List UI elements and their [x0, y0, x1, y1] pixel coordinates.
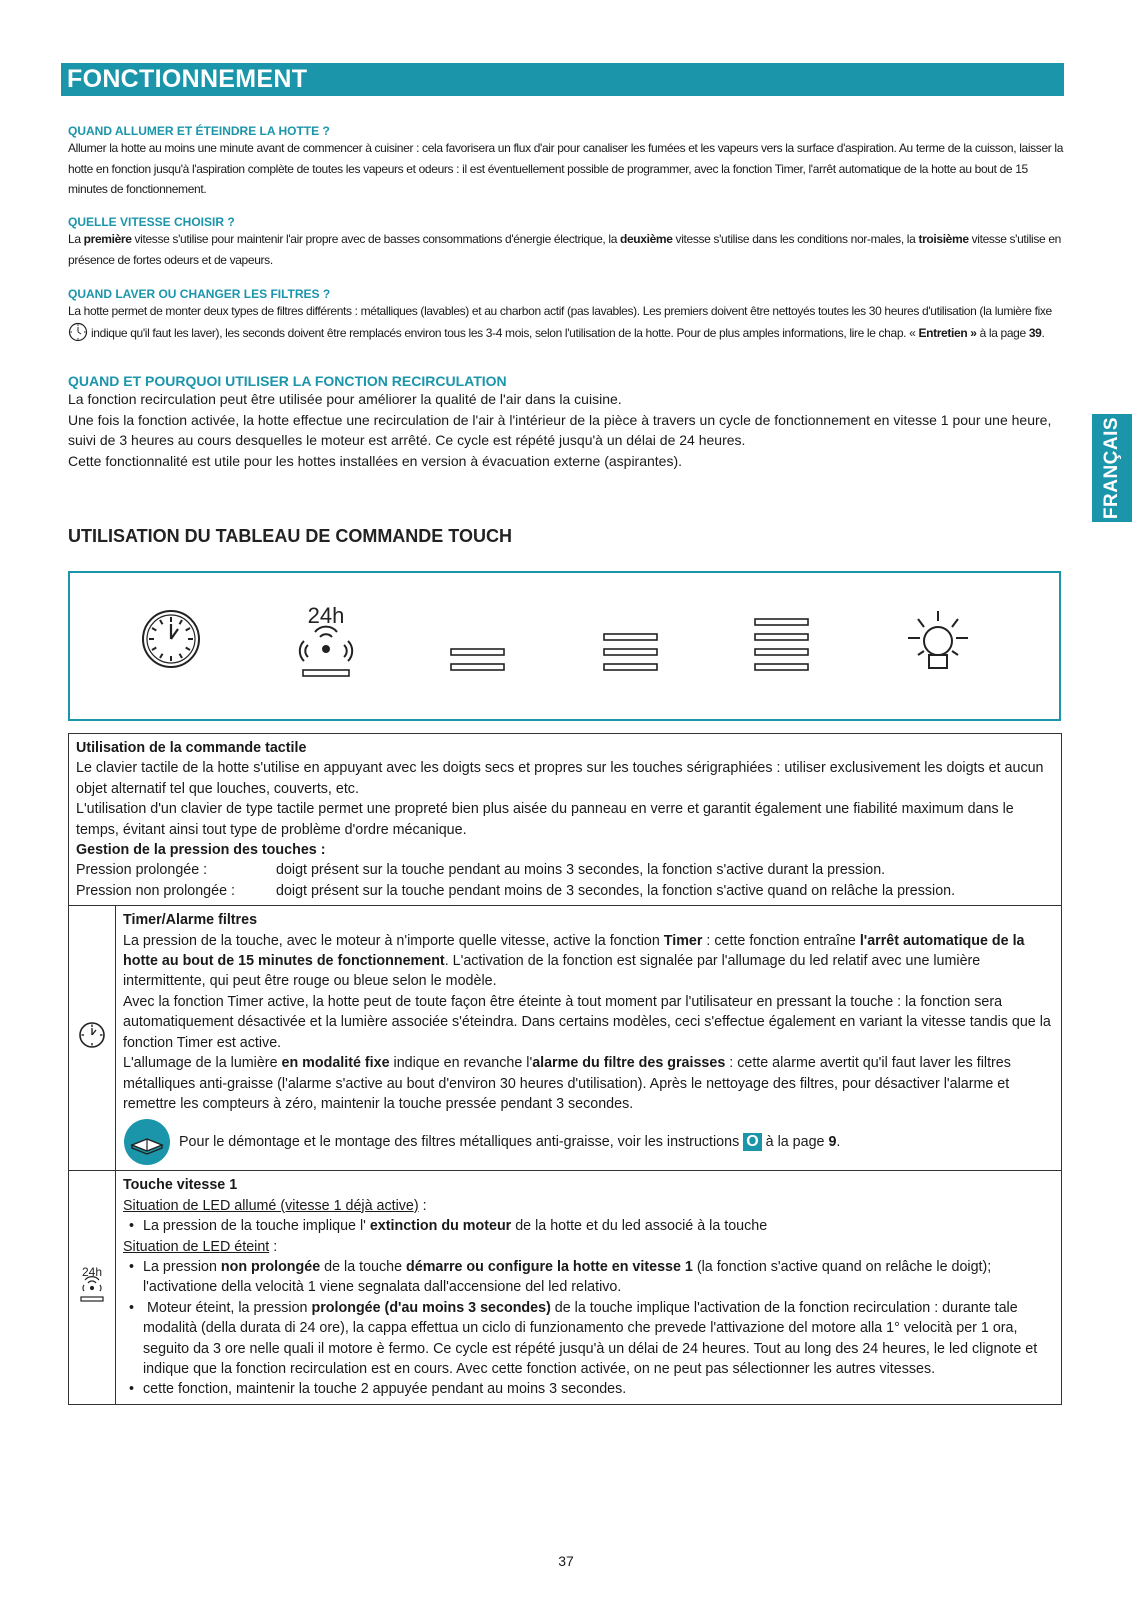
timer-icon	[68, 322, 88, 342]
speed2-icon	[451, 649, 504, 670]
led-on-label: Situation de LED allumé (vitesse 1 déjà active)	[123, 1197, 419, 1214]
light-icon	[908, 611, 968, 668]
touch-panel-section-title: UTILISATION DU TABLEAU DE COMMANDE TOUCH	[68, 526, 512, 546]
list-item: • cette fonction, maintenir la touche 2 appuyée pendant au moins 3 secondes.	[123, 1379, 1054, 1399]
list-item: • Moteur éteint, la pression prolongée (d'au moins 3 secondes) de la touche implique l'activation de la fonction recirculation : durante tale modalità (della durata di 24 ore), la cappa effettua un ciclo di funzionamento che prevede l'attivazione del motore alla 1° velocità per 1 ora, seguito da 3 ore nelle quali il motore è fermo. Ce cycle est répété jusqu'à un délai de 24 heures. Tout au long des 24 heures, le led clignote et indique que la fonction recirculation est en cours. Avec cette fonction activée, on ne peut pas sélectionner les autres vitesses.	[123, 1298, 1054, 1380]
language-tab-label: FRANÇAIS	[1101, 416, 1122, 520]
faq-when-turn-on	[68, 124, 1064, 200]
table-row	[69, 734, 1062, 906]
speed1-title: Touche vitesse 1	[123, 1177, 238, 1194]
speed1-icon-cell	[69, 1171, 116, 1404]
manual-book-icon	[123, 1118, 171, 1166]
touch-control-table	[68, 733, 1062, 1405]
intro-p1: Le clavier tactile de la hotte s'utilise en appuyant avec les doigts secs et propres sur les touches sérigraphiées : utiliser exclusivement les doigts et aucun objet alternatif tel que louches, couverts, etc.	[76, 760, 1044, 797]
short-press-text: doigt présent sur la touche pendant moins de 3 secondes, la fonction s'active quand on relâche la pression.	[276, 882, 956, 899]
faq-filters	[68, 287, 1064, 343]
speed1-recirculation-icon	[77, 1264, 107, 1304]
faq-answer: La hotte permet de monter deux types de filtres différents : métalliques (lavables) et au charbon actif (pas lavables). Les premiers doivent être nettoyés toutes les 30 heures d'utilisation (la lumière fixe indique qu'il faut les laver), les seconds doivent être remplacés environ tous les 3-4 mois, selon l'utilisation de la hotte. Pour de plus amples informations, lire le chap. « Entretien » à la page 39.	[68, 304, 1052, 340]
faq-answer: La première vitesse s'utilise pour maintenir l'air propre avec de basses consommations d'énergie électrique, la deuxième vitesse s'utilise dans les conditions nor-males, la troisième vitesse s'utilise en présence de fortes odeurs et de vapeurs.	[68, 232, 1061, 267]
timer-icon-cell	[69, 906, 116, 1171]
faq-question: QUAND ET POURQUOI UTILISER LA FONCTION RECIRCULATION	[68, 373, 507, 389]
panel-illustration	[70, 573, 1063, 723]
language-tab	[1092, 414, 1132, 522]
section-header-bar	[61, 63, 1064, 96]
section-o-badge: O	[743, 1133, 761, 1151]
table-row	[69, 906, 1062, 1171]
list-item: • La pression de la touche implique l' extinction du moteur de la hotte et du led associé à la touche	[123, 1216, 1054, 1236]
pressure-title: Gestion de la pression des touches :	[76, 842, 326, 859]
faq-question: QUAND LAVER OU CHANGER LES FILTRES ?	[68, 287, 331, 301]
intro-title: Utilisation de la commande tactile	[76, 740, 307, 756]
svg-text:24h: 24h	[307, 603, 345, 628]
long-press-text: doigt présent sur la touche pendant au moins 3 secondes, la fonction s'active durant la pression.	[276, 862, 886, 879]
short-press-label: Pression non prolongée :	[76, 882, 235, 899]
timer-description-cell	[116, 906, 1062, 1171]
timer-p2: Avec la fonction Timer active, la hotte peut de toute façon être éteinte à tout moment par l'utilisateur en pressant la touche : la fonction sera automatiquement désactivée et la lumière associée s'éteindra. Dans certains modèles, ceci s'effectue également en variant la vitesse tandis que la fonction Timer est active.	[123, 993, 1051, 1051]
faq-question: QUAND ALLUMER ET ÉTEINDRE LA HOTTE ?	[68, 124, 330, 138]
timer-icon	[78, 1021, 106, 1049]
faq-question: QUELLE VITESSE CHOISIR ?	[68, 215, 235, 229]
svg-text:24h: 24h	[81, 1265, 103, 1280]
long-press-label: Pression prolongée :	[76, 862, 208, 879]
touch-control-panel	[68, 571, 1061, 721]
speed3-icon	[604, 634, 657, 670]
page-number: 37	[558, 1553, 574, 1569]
speed4-icon	[755, 619, 808, 670]
faq-answer: La fonction recirculation peut être utilisée pour améliorer la qualité de l'air dans la cuisine. Une fois la fonction activée, la hotte effectue une recirculation de l'air à l'intérieur de la pièce à travers un cycle de fonctionnement en vitesse 1 pour une heure, suivi de 3 heures au cours desquelles le moteur est arrêté. Ce cycle est répété jusqu'à un délai de 24 heures. Cette fonctionnalité est utile pour les hottes installées en version à évacuation externe (aspirantes).	[68, 391, 1052, 469]
intro-p2: L'utilisation d'un clavier de type tactile permet une propreté bien plus aisée du panneau en verre et garantit également une fiabilité maximum dans le temps, évitant ainsi tout type de problème d'ordre mécanique.	[76, 801, 1014, 838]
timer-icon	[143, 611, 199, 667]
timer-p1: La pression de la touche, avec le moteur à n'importe quelle vitesse, active la fonction Timer : cette fonction entraîne l'arrêt automatique de la hotte au bout de 15 minutes de fonctionnement. L'activation de la fonction est signalée par l'allumage du led relatif avec une lumière intermittente, qui peut être rouge ou bleue selon le modèle.	[123, 932, 1025, 990]
table-row	[69, 1171, 1062, 1404]
manual-note: Pour le démontage et le montage des filtres métalliques anti-graisse, voir les instructions O à la page 9.	[123, 1118, 1054, 1166]
section-header-title: FONCTIONNEMENT	[67, 65, 308, 93]
timer-title: Timer/Alarme filtres	[123, 912, 258, 929]
intro-cell	[69, 734, 1062, 906]
faq-which-speed	[68, 215, 1064, 270]
speed1-description-cell: Touche vitesse 1 Situation de LED allumé (vitesse 1 déjà active) : • La pression de la touche implique l' extinction du moteur de la hotte et du led associé à la touche Situation de LED éteint : • La pression non prolongée de la touche démarre ou configure la hotte en vitesse 1 (la fonction s'active quand on relâche le doigt); l'activatione della velocità 1 viene segnalata dall'accensione del led relativo. • Moteur éteint, la pression prolongée (d'au moins 3 secondes) de la touche implique l'activation de la fonction recirculation : durante tale modalità (della durata di 24 ore), la cappa effettua un ciclo di funzionamento che prevede l'attivazione del motore alla 1° velocità per 1 ora, seguito da 3 ore nelle quali il motore è fermo. Ce cycle est répété jusqu'à un délai de 24 heures. Tout au long des 24 heures, le led clignote et indique que la fonction recirculation est en cours. Avec cette fonction activée, on ne peut pas sélectionner les autres vitesses. • cette fonction, maintenir la touche 2 appuyée pendant au moins 3 secondes.	[116, 1171, 1062, 1404]
faq-answer: Allumer la hotte au moins une minute avant de commencer à cuisiner : cela favorisera un flux d'air pour canaliser les fumées et les vapeurs vers la surface d'aspiration. Au terme de la cuisson, laisser la hotte en fonction jusqu'à l'aspiration complète de toutes les vapeurs et odeurs : il est éventuellement possible de programmer, avec la fonction Timer, l'arrêt automatique de la hotte au bout de 15 minutes de fonctionnement.	[68, 141, 1064, 196]
led-off-label: Situation de LED éteint	[123, 1238, 270, 1255]
faq-recirculation	[68, 373, 1064, 471]
timer-p3: L'allumage de la lumière en modalité fixe indique en revanche l'alarme du filtre des graisses : cette alarme avertit qu'il faut laver les filtres métalliques anti-graisse (l'alarme s'active au bout d'environ 30 heures d'utilisation). Après le nettoyage des filtres, pour désactiver l'alarme et remettre les compteurs à zéro, maintenir la touche pressée pendant 3 secondes.	[123, 1055, 1011, 1112]
list-item: • La pression non prolongée de la touche démarre ou configure la hotte en vitesse 1 (la fonction s'active quand on relâche le doigt); l'activatione della velocità 1 viene segnalata dall'accensione del led relativo.	[123, 1257, 1054, 1298]
speed1-recirculation-icon	[300, 603, 352, 676]
